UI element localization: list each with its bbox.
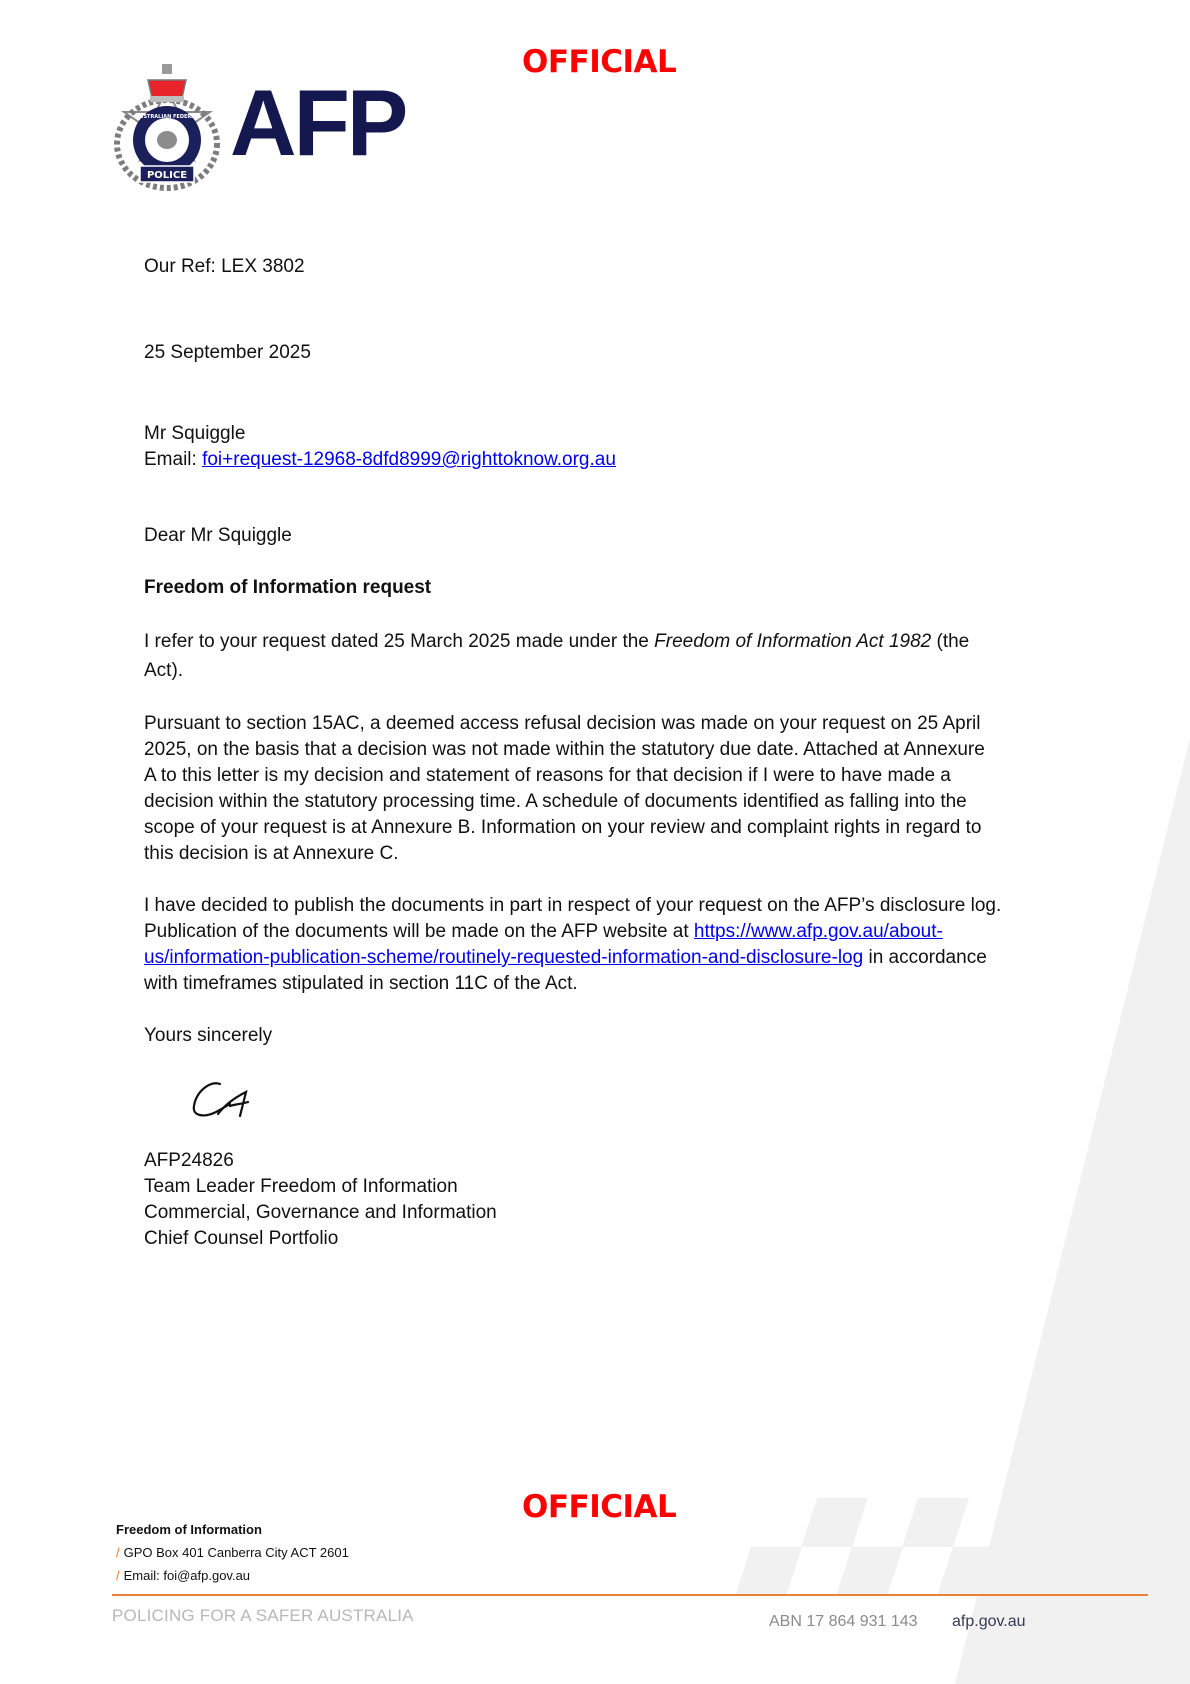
classification-marking-top: OFFICIAL [522,44,677,80]
footer-tagline: POLICING FOR A SAFER AUSTRALIA [112,1606,414,1625]
signature-icon [190,1076,270,1126]
para3-line [144,919,1104,945]
para3-line [144,945,1104,971]
paragraph-2 [144,711,1064,867]
para3-line: I have decided to publish the documents in part in respect of your request on the AFP’s disclosure log. [144,895,1002,916]
afp-logo [112,60,406,200]
signatory-division: Commercial, Governance and Information [144,1202,497,1223]
footer-address [116,1545,349,1560]
para2-line: this decision is at Annexure C. [144,843,399,864]
para1-text: I refer to your request dated 25 March 2025 made under the [144,631,655,652]
para2-line: A to this letter is my decision and statement of reasons for that decision if I were to have made a [144,765,951,786]
letter-date: 25 September 2025 [144,342,311,363]
footer-divider [112,1594,1148,1596]
para1-text-after: (the [931,631,970,652]
recipient-email-line [144,447,1064,473]
afp-wordmark: AFP [230,70,406,175]
email-text: Email: foi@afp.gov.au [123,1568,251,1583]
recipient-block [144,421,1064,473]
para3-line: with timeframes stipulated in section 11C of the Act. [144,973,578,994]
closing: Yours sincerely [144,1025,273,1046]
para2-line: decision within the statutory processing time. A schedule of documents identified as falling into the [144,791,967,812]
footer-org-name: Freedom of Information [116,1522,262,1537]
svg-text:AUSTRALIAN FEDERAL: AUSTRALIAN FEDERAL [135,114,199,120]
para2-line: 2025, on the basis that a decision was not made within the statutory due date. Attached at Annexure [144,739,985,760]
disclosure-log-link[interactable]: https://www.afp.gov.au/about- [693,921,943,942]
recipient-email-label: Email: [144,449,203,470]
subject-heading: Freedom of Information request [144,577,432,598]
reference: Our Ref: LEX 3802 [144,256,305,277]
footer-website[interactable]: afp.gov.au [952,1613,1026,1630]
address-text: GPO Box 401 Canberra City ACT 2601 [123,1545,349,1560]
signatory-title: Team Leader Freedom of Information [144,1176,458,1197]
paragraph-3 [144,893,1104,997]
signatory-block [144,1148,1064,1252]
act-title: Freedom of Information Act 1982 [654,631,932,652]
salutation: Dear Mr Squiggle [144,525,292,546]
para2-line: Pursuant to section 15AC, a deemed access refusal decision was made on your request on 25 April [144,713,981,734]
paragraph-1 [144,627,1064,685]
footer-abn: ABN 17 864 931 143 [769,1613,918,1630]
classification-marking-bottom: OFFICIAL [522,1489,677,1525]
para3-text: Publication of the documents will be made on the AFP website at [144,921,694,942]
afp-badge-icon [112,60,222,200]
para2-line: scope of your request is at Annexure B. Information on your review and complaint rights in regard to [144,817,982,838]
recipient-name: Mr Squiggle [144,423,246,444]
slash-bullet-icon: / [116,1545,120,1560]
slash-bullet-icon: / [116,1568,120,1583]
para1-line2: Act). [144,660,184,681]
signatory-id: AFP24826 [144,1150,234,1171]
para3-text: in accordance [863,947,987,968]
svg-text:POLICE: POLICE [146,170,188,181]
recipient-email-link[interactable]: foi+request-12968-8dfd8999@righttoknow.org.au [202,449,616,470]
signatory-portfolio: Chief Counsel Portfolio [144,1228,339,1249]
disclosure-log-link-continued[interactable]: us/information-publication-scheme/routinely-requested-information-and-disclosure-log [144,947,864,968]
footer-email [116,1568,250,1583]
